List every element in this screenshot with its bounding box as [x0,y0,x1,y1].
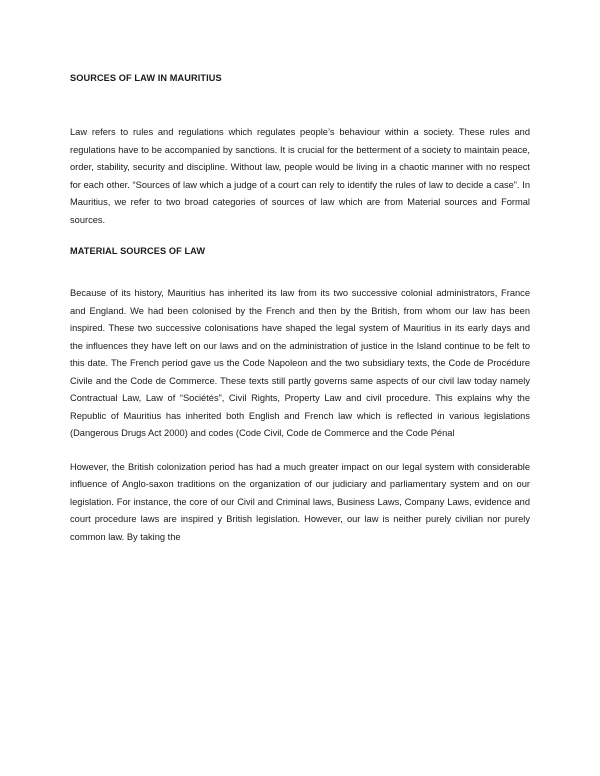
material-paragraph-1: Because of its history, Mauritius has inherited its law from its two successive colonial administrators, France and England. We had been colonised by the French and then by the British, from whom our law has been inspired. These two successive colonisations have shaped the legal system of Mauritius in its early days and the influences they have left on our laws and on the administration of justice in the Island continue to be felt to this date. The French period gave us the Code Napoleon and the two subsidiary texts, the Code de Procédure Civile and the Code de Commerce. These texts still partly governs same aspects of our civil law today namely Contractual Law, Law of “Sociétés”, Civil Rights, Property Law and civil procedure. This explains why the Republic of Mauritius has inherited both English and French law which is reflected in various legislations (Dangerous Drugs Act 2000) and codes (Code Civil, Code de Commerce and the Code Pénal [70,288,530,438]
material-paragraph-2: However, the British colonization period has had a much greater impact on our legal system with considerable influence of Anglo-saxon traditions on the organization of our judiciary and parliamentary system and on our legislation. For instance, the core of our Civil and Criminal laws, Business Laws, Company Laws, evidence and court procedure laws are inspired y British legislation. However, our law is neither purely civilian nor purely common law. By taking the [70,461,530,542]
section-heading-material-sources: MATERIAL SOURCES OF LAW [70,246,206,256]
document-title: SOURCES OF LAW IN MAURITIUS [70,73,222,83]
intro-paragraph: Law refers to rules and regulations which regulates people’s behaviour within a society. These rules and regulations have to be accompanied by sanctions. It is crucial for the betterment of a society to maintain peace, order, stability, security and discipline. Without law, people would be living in a chaotic manner with no respect for each other. “Sources of law which a judge of a court can rely to identify the rules of law to decide a case”. In Mauritius, we refer to two broad categories of sources of law which are from Material sources and Formal sources. [70,127,530,225]
